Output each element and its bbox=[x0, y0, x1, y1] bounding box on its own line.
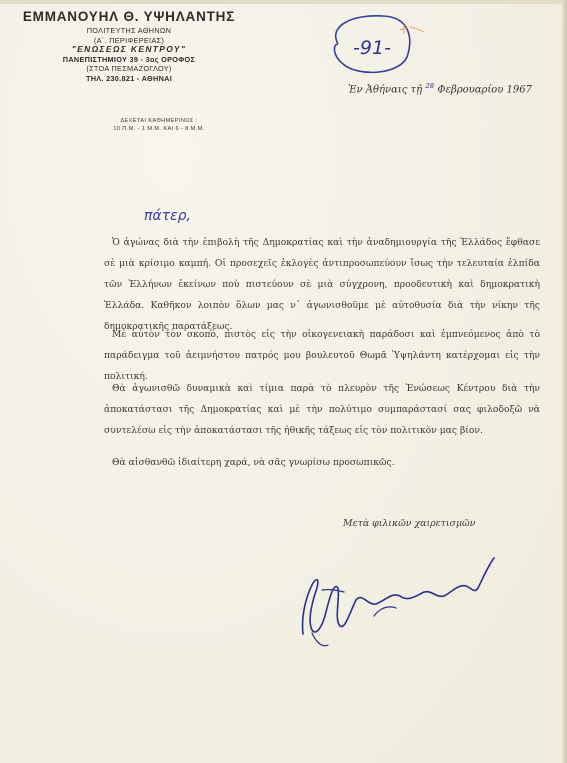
letterhead-region: (Α΄. ΠΕΡΙΦΕΡΕΙΑΣ) bbox=[93, 35, 165, 45]
office-hours-times: 10 Π.Μ. - 1 Μ.Μ. ΚΑΙ 6 - 8 Μ.Μ. bbox=[113, 126, 205, 132]
letterhead-arcade: (ΣΤΟΑ ΠΕΣΜΑΖΟΓΛΟΥ) bbox=[86, 64, 172, 74]
body-paragraph-1: Ὁ ἀγώνας διὰ τὴν ἐπιβολὴ τῆς Δημοκρατίας καὶ τὴν ἀναδημιουργία τῆς Ἑλλάδος ἔφθασε σὲ μιὰ κρίσιμο καμπή. Οἱ προσεχεῖς ἐκλογὲς ἀντιπροσωπεύουν ἴσως τὴν τελευταία ἐλπίδα τῶν Ἑλλήνων ἐκείνων ποὺ πιστεύουν σὲ μιὰ σύγχρονη, προοδευτικὴ καὶ δημοκρατικὴ Ἑλλάδα. Καθῆκον λοιπὸν ὅλων μας ν᾽ ἀγωνισθοῦμε μὲ αὐτοθυσία διὰ τὴν νίκην τῆς δημοκρατικῆς παρατάξεως. bbox=[104, 237, 540, 332]
letterhead-name: ΕΜΜΑΝΟΥΗΛ Θ. ΥΨΗΛΑΝΤΗΣ bbox=[22, 9, 236, 24]
salutation: πάτερ, bbox=[144, 208, 191, 224]
date-day-handwritten: 28 bbox=[425, 82, 435, 90]
date-rest: Φεβρουαρίου 1967 bbox=[437, 84, 532, 96]
letterhead-party: "ΕΝΩΣΕΩΣ ΚΕΝΤΡΟΥ" bbox=[71, 44, 187, 55]
date-prefix: Ἐν Ἀθήναις τῇ bbox=[348, 84, 423, 96]
closing-greeting: Μετὰ φιλικῶν χαιρετισμῶν bbox=[343, 518, 476, 529]
body-paragraph-2: Μὲ αὐτὸν τὸν σκοπό, πιστὸς εἰς τὴν οἰκογενειακὴ παράδοσι καὶ ἐμπνεόμενος ἀπὸ τὸ παράδειγμα τοῦ ἀειμνήστου πατρός μου βουλευτοῦ Θωμᾶ Ὑψηλάντη κατέρχομαι εἰς τὴν πολιτική. bbox=[104, 329, 540, 382]
office-hours-heading: ΔΕΧΕΤΑΙ ΚΑΘΗΜΕΡΙΝΩΣ : bbox=[120, 118, 198, 124]
body-paragraph-4: Θὰ αἰσθανθῶ ἰδιαίτερη χαρά, νὰ σᾶς γνωρίσω προσωπικῶς. bbox=[112, 457, 395, 468]
letterhead-address: ΠΑΝΕΠΙΣΤΗΜΙΟΥ 39 - 3ος ΟΡΟΦΟΣ bbox=[62, 54, 196, 64]
letterhead-title: ΠΟΛΙΤΕΥΤΗΣ ΑΘΗΝΩΝ bbox=[86, 26, 172, 35]
body-paragraph-3: Θὰ ἀγωνισθῶ δυναμικὰ καὶ τίμια παρὰ τὸ πλευρὸν τῆς Ἑνώσεως Κέντρου διὰ τὴν ἀποκατάστασι τῆς Δημοκρατίας καὶ μὲ τὴν πολύτιμο συμπαράστασί σας φιλοδοξῶ νὰ συντελέσω εἰς τὴν ἀποκατάστασι τῆς ἠθικῆς τάξεως εἰς τὸν πολιτικὸν μας βίον. bbox=[104, 383, 540, 436]
letterhead-phone: ΤΗΛ. 230.821 - ΑΘΗΝΑΙ bbox=[85, 73, 173, 83]
stamp-number: -91- bbox=[353, 37, 391, 59]
